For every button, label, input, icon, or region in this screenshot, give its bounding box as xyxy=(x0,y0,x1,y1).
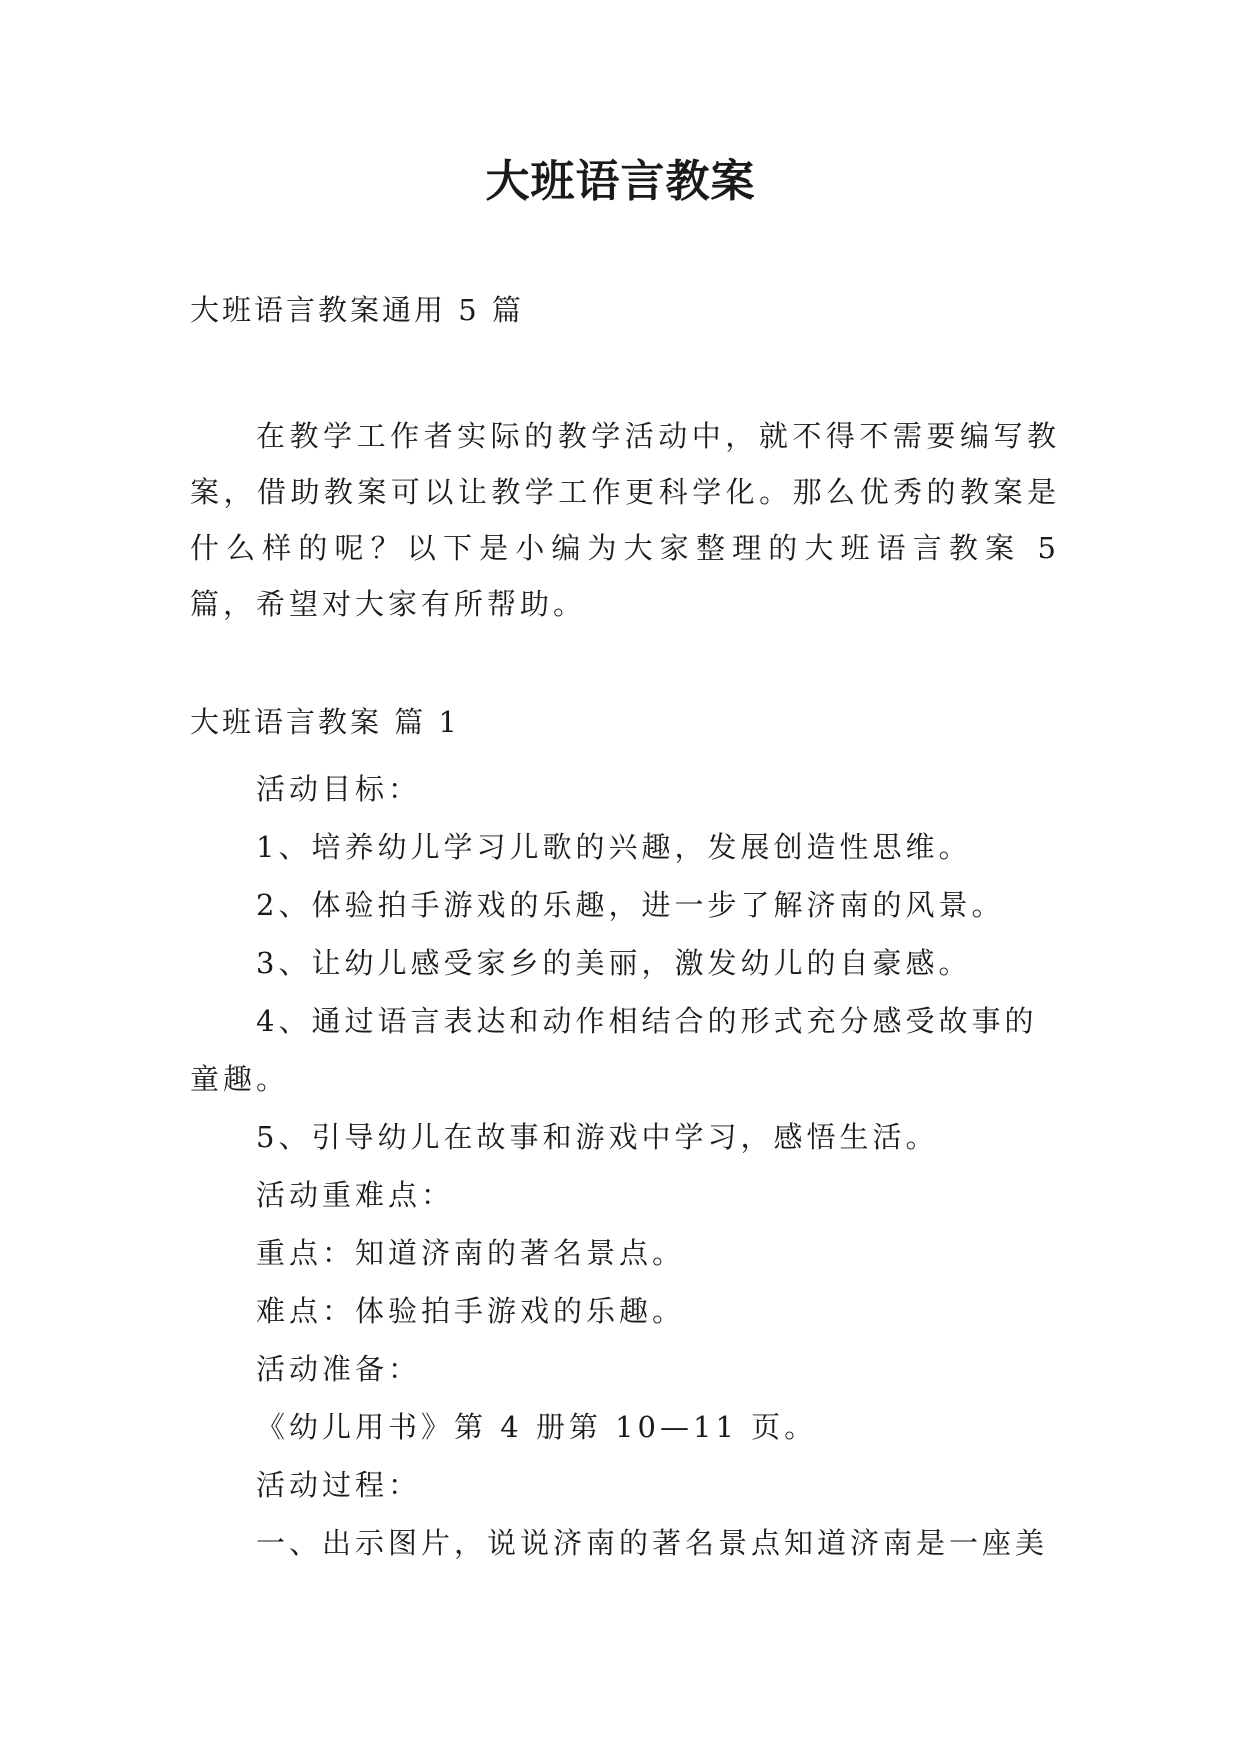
body-line: 难点：体验拍手游戏的乐趣。 xyxy=(256,1294,686,1328)
body-line: 2、体验拍手游戏的乐趣，进一步了解济南的风景。 xyxy=(256,888,1005,922)
section-heading: 大班语言教案 篇 1 xyxy=(190,705,460,739)
intro-paragraph: 在教学工作者实际的教学活动中，就不得不需要编写教案，借助教案可以让教学工作更科学化。那么优秀的教案是什么样的呢？以下是小编为大家整理的大班语言教案 5 篇，希望对大家有所帮助。 xyxy=(190,419,1060,621)
body-line: 童趣。 xyxy=(190,1062,290,1096)
body-line: 4、通过语言表达和动作相结合的形式充分感受故事的 xyxy=(256,1004,1038,1038)
document-title: 大班语言教案 xyxy=(485,156,756,207)
body-line: 5、引导幼儿在故事和游戏中学习，感悟生活。 xyxy=(256,1120,939,1154)
body-line: 3、让幼儿感受家乡的美丽，激发幼儿的自豪感。 xyxy=(256,946,972,980)
body-line: 重点：知道济南的著名景点。 xyxy=(256,1236,686,1270)
body-line: 一、出示图片，说说济南的著名景点知道济南是一座美 xyxy=(256,1526,1049,1560)
body-line: 活动重难点： xyxy=(256,1178,455,1212)
body-line: 1、培养幼儿学习儿歌的兴趣，发展创造性思维。 xyxy=(256,830,972,864)
body-line: 活动准备： xyxy=(256,1352,422,1386)
body-line: 活动过程： xyxy=(256,1468,422,1502)
body-line: 《幼儿用书》第 4 册第 10—11 页。 xyxy=(256,1410,818,1444)
body-line: 活动目标： xyxy=(256,772,422,806)
document-subtitle: 大班语言教案通用 5 篇 xyxy=(190,293,524,327)
lesson-plan-body xyxy=(190,760,1070,1572)
